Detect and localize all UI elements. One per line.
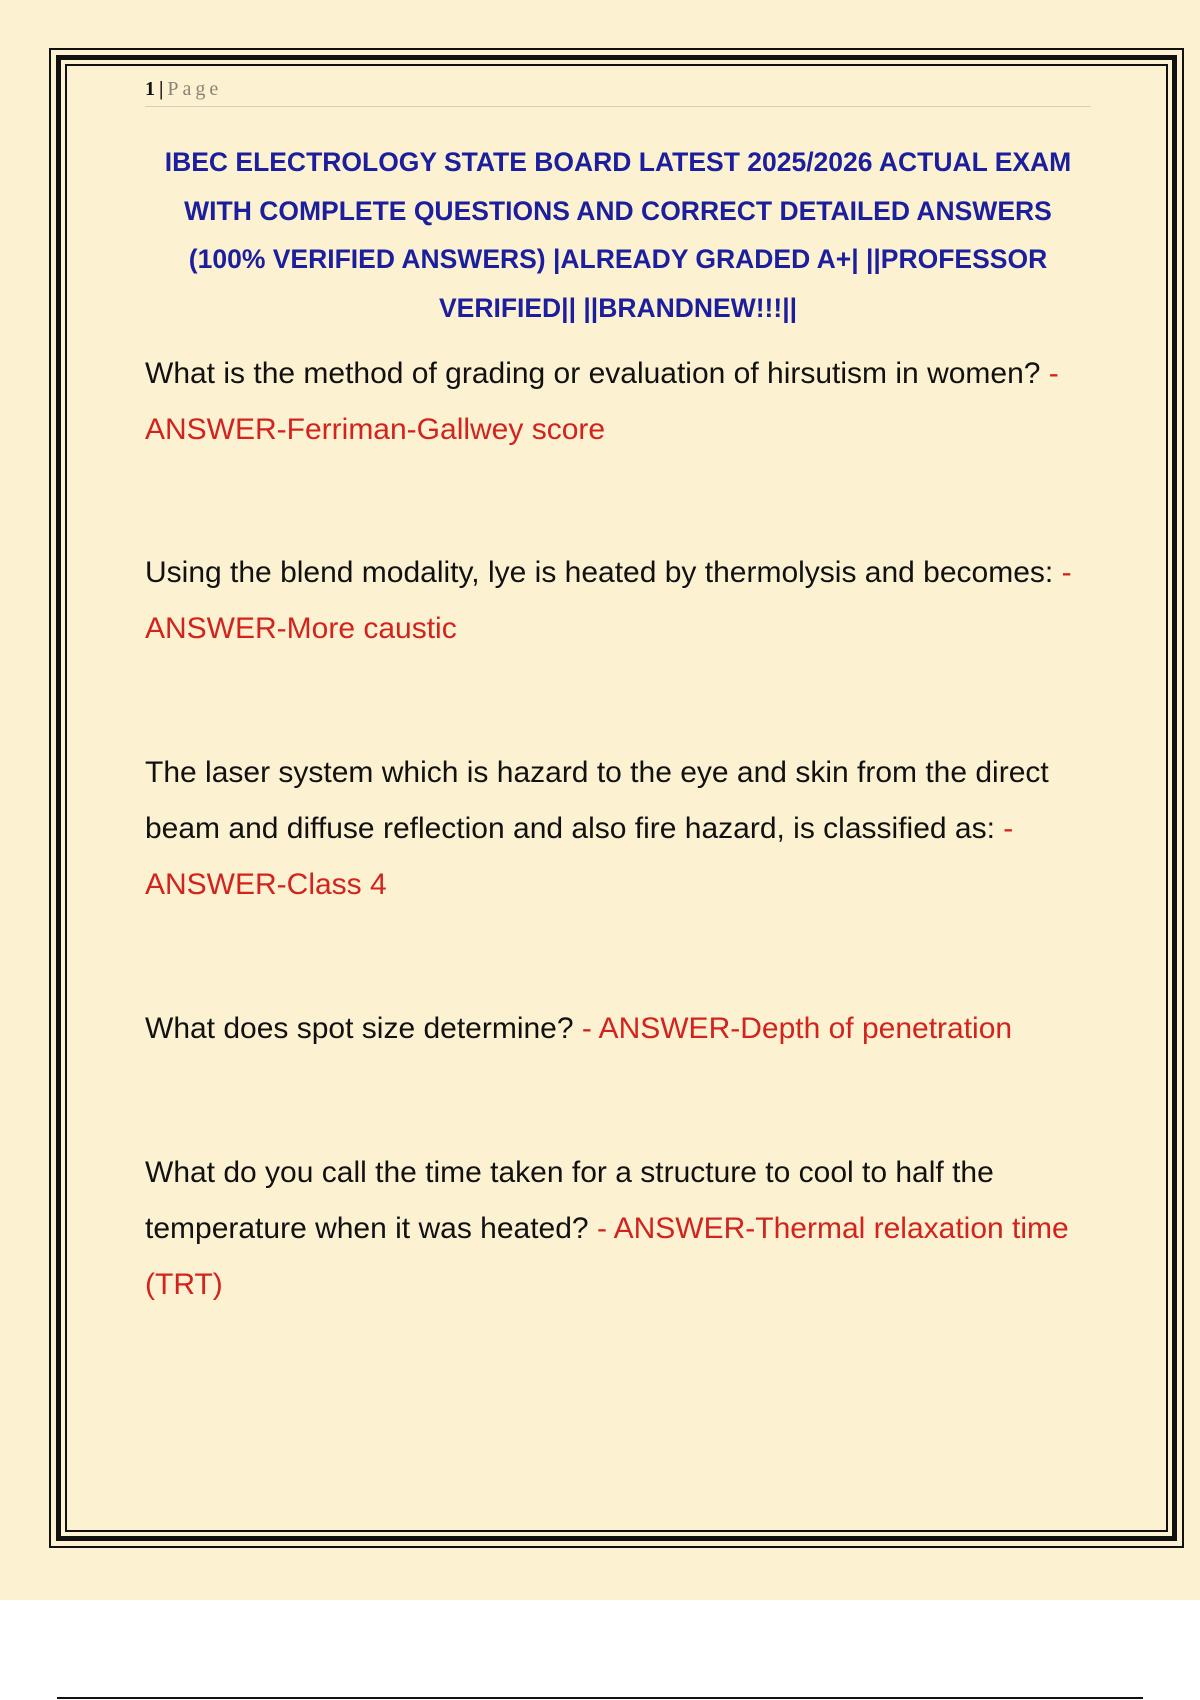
answer-text: - ANSWER-Ferriman-Gallwey score bbox=[145, 357, 1059, 446]
question-text: The laser system which is hazard to the eye and skin from the direct beam and diffuse reflection and also fire hazard, is classified as: bbox=[145, 756, 1049, 845]
answer-text: - ANSWER-More caustic bbox=[145, 556, 1072, 645]
page-header-separator: | bbox=[159, 78, 164, 100]
answer-text: - ANSWER-Class 4 bbox=[145, 812, 1014, 901]
answer-text: - ANSWER-Depth of penetration bbox=[581, 1012, 1013, 1045]
page-divider bbox=[57, 1697, 1143, 1699]
answer-text: - ANSWER-Thermal relaxation time (TRT) bbox=[145, 1212, 1069, 1301]
question-text: What does spot size determine? bbox=[145, 1012, 582, 1045]
page-label: Page bbox=[167, 78, 223, 100]
qa-item bbox=[145, 545, 1090, 657]
qa-item bbox=[145, 1001, 1090, 1057]
qa-item bbox=[145, 745, 1090, 913]
question-text: Using the blend modality, lye is heated by thermolysis and becomes: bbox=[145, 556, 1062, 589]
question-text: What do you call the time taken for a structure to cool to half the temperature when it was heated? bbox=[145, 1156, 994, 1245]
question-text: What is the method of grading or evaluation of hirsutism in women? bbox=[145, 357, 1049, 390]
document-title: IBEC ELECTROLOGY STATE BOARD LATEST 2025/2026 ACTUAL EXAM WITH COMPLETE QUESTIONS AND CORRECT DETAILED ANSWERS (100% VERIFIED ANSWERS) |ALREADY GRADED A+| ||PROFESSOR VERIFIED|| ||BRANDNEW!!!|| bbox=[164, 147, 1072, 323]
page-header bbox=[145, 76, 1091, 107]
page-number: 1 bbox=[145, 78, 155, 100]
qa-list bbox=[145, 346, 1090, 1313]
qa-item bbox=[145, 346, 1090, 458]
qa-item bbox=[145, 1145, 1090, 1313]
